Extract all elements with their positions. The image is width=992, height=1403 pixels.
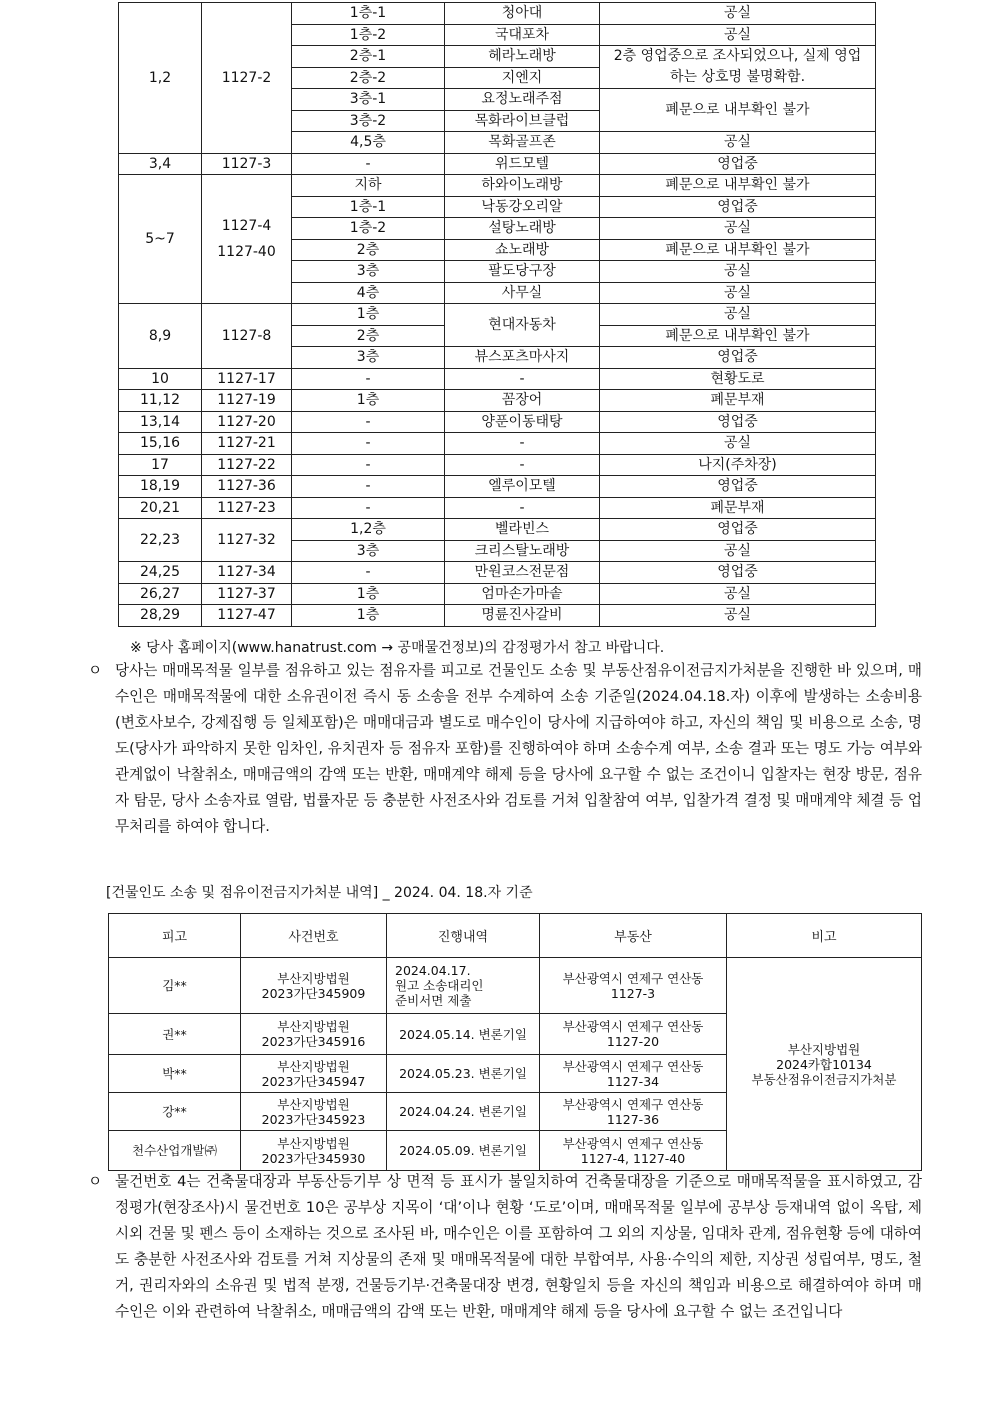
item-number: 26,27	[119, 583, 202, 605]
business-name: 꼼장어	[445, 390, 600, 412]
item-number: 5~7	[119, 175, 202, 304]
item-number: 22,23	[119, 519, 202, 562]
status: 나지(주차장)	[600, 454, 876, 476]
business-name: 청아대	[445, 3, 600, 25]
floor: 1층	[292, 583, 445, 605]
item-number: 28,29	[119, 605, 202, 627]
status: 폐문으로 내부확인 불가	[600, 239, 876, 261]
status: 폐문부재	[600, 390, 876, 412]
floor: 3층-2	[292, 110, 445, 132]
business-name: 요정노래주점	[445, 89, 600, 111]
lot-number: 1127-8	[202, 304, 292, 369]
header-defendant: 피고	[109, 914, 241, 958]
lot-number: 1127-3	[202, 153, 292, 175]
lot-number: 1127-32	[202, 519, 292, 562]
status: 공실	[600, 132, 876, 154]
business-name: 현대자동차	[445, 304, 600, 347]
business-name: 목화골프존	[445, 132, 600, 154]
header-remark: 비고	[727, 914, 922, 958]
business-name: -	[445, 433, 600, 455]
property: 부산광역시 연제구 연산동 1127-34	[540, 1055, 727, 1093]
paragraph-text: 물건번호 4는 건축물대장과 부동산등기부 상 면적 등 표시가 불일치하여 건축물대장을 기준으로 매매목적물을 표시하였고, 감정평가(현장조사)시 물건번호 10은 공부상 지목이 ‘대’이나 현황 ‘도로’이며, 매매목적물 일부에 공부상 등재내역 없이 옥탑, 제시외 건물 및 펜스 등이 소재하는 것으로 조사된 바, 매수인은 이를 포함하여 그 외의 지상물, 임대차 관계, 점유현황 등에 대하여도 충분한 사전조사와 검토를 거쳐 지상물의 존재 및 매매목적물에 대한 부합여부, 사용·수익의 제한, 지상권 성립여부, 명도, 철거, 권리자와의 소유권 및 법적 분쟁, 건물등기부·건축물대장 변경, 현황일치 등을 자신의 책임과 비용으로 해결하여야 하며 매수인은 이와 관련하여 낙찰취소, 매매금액의 감액 또는 반환, 매매계약 해제 등을 당사에 요구할 수 없는 조건입니다	[115, 1173, 922, 1320]
floor: 1층-2	[292, 218, 445, 240]
progress: 2024.05.14. 변론기일	[387, 1014, 540, 1055]
header-property: 부동산	[540, 914, 727, 958]
lot-number: 1127-17	[202, 368, 292, 390]
property-notice-paragraph	[88, 1169, 922, 1325]
case-number: 부산지방법원 2023가단345947	[241, 1055, 387, 1093]
table-caption: [건물인도 소송 및 점유이전금지가처분 내역] _ 2024. 04. 18.자 기준	[106, 885, 533, 901]
progress: 2024.05.09. 변론기일	[387, 1131, 540, 1171]
floor: 지하	[292, 175, 445, 197]
item-number: 20,21	[119, 497, 202, 519]
paragraph-text: 당사는 매매목적물 일부를 점유하고 있는 점유자를 피고로 건물인도 소송 및 부동산점유이전금지가처분을 진행한 바 있으며, 매수인은 매매목적물에 대한 소유권이전 즉시 동 소송을 전부 수계하여 소송 기준일(2024.04.18.자) 이후에 발생하는 소송비용(변호사보수, 강제집행 등 일체포함)은 매매대금과 별도로 매수인이 당사에 지급하여야 하고, 자신의 책임 및 비용으로 소송, 명도(당사가 파악하지 못한 임차인, 유치권자 등 점유자 포함)를 진행하여야 하며 소송수계 여부, 소송 결과 또는 명도 가능 여부와 관계없이 낙찰취소, 매매금액의 감액 또는 반환, 매매계약 해제 등을 당사에 요구할 수 없는 조건이니 입찰자는 현장 방문, 점유자 탐문, 당사 소송자료 열람, 법률자문 등 충분한 사전조사와 검토를 거쳐 입찰참여 여부, 입찰가격 결정 및 매매계약 체결 등 업무처리를 하여야 합니다.	[115, 662, 922, 835]
header-case-number: 사건번호	[241, 914, 387, 958]
defendant: 천수산업개발㈜	[109, 1131, 241, 1171]
floor: 3층-1	[292, 89, 445, 111]
progress: 2024.04.17. 원고 소송대리인 준비서면 제출	[387, 958, 540, 1014]
business-name: 팔도당구장	[445, 261, 600, 283]
floor: 4층	[292, 282, 445, 304]
business-name: 사무실	[445, 282, 600, 304]
floor: 2층-2	[292, 67, 445, 89]
business-name: -	[445, 497, 600, 519]
status: 현황도로	[600, 368, 876, 390]
case-number: 부산지방법원 2023가단345916	[241, 1014, 387, 1055]
item-number: 24,25	[119, 562, 202, 584]
floor: -	[292, 411, 445, 433]
property-status-table	[118, 2, 876, 627]
progress: 2024.05.23. 변론기일	[387, 1055, 540, 1093]
property: 부산광역시 연제구 연산동 1127-4, 1127-40	[540, 1131, 727, 1171]
status: 폐문으로 내부확인 불가	[600, 325, 876, 347]
status: 공실	[600, 433, 876, 455]
litigation-paragraph	[88, 658, 922, 840]
status: 영업중	[600, 476, 876, 498]
lot-number: 1127-34	[202, 562, 292, 584]
defendant: 박**	[109, 1055, 241, 1093]
bullet-marker: ㅇ	[88, 1173, 103, 1190]
business-name: 뷰스포츠마사지	[445, 347, 600, 369]
business-name: 위드모텔	[445, 153, 600, 175]
status: 영업중	[600, 347, 876, 369]
progress: 2024.04.24. 변론기일	[387, 1093, 540, 1131]
lot-number: 1127-47	[202, 605, 292, 627]
lot-number: 1127-22	[202, 454, 292, 476]
status: 영업중	[600, 153, 876, 175]
floor: 1층	[292, 605, 445, 627]
business-name: 헤라노래방	[445, 46, 600, 68]
status: 폐문으로 내부확인 불가	[600, 89, 876, 132]
business-name: 국대포차	[445, 24, 600, 46]
header-progress: 진행내역	[387, 914, 540, 958]
floor: 3층	[292, 540, 445, 562]
floor: -	[292, 476, 445, 498]
status: 공실	[600, 218, 876, 240]
lot-number: 1127-2	[202, 3, 292, 154]
floor: 3층	[292, 347, 445, 369]
item-number: 15,16	[119, 433, 202, 455]
floor: 4,5층	[292, 132, 445, 154]
status: 공실	[600, 282, 876, 304]
business-name: 벨라빈스	[445, 519, 600, 541]
floor: -	[292, 497, 445, 519]
floor: 1층-1	[292, 3, 445, 25]
item-number: 13,14	[119, 411, 202, 433]
business-name: 엄마손가마솥	[445, 583, 600, 605]
lot-number: 1127-21	[202, 433, 292, 455]
lot-number: 1127-19	[202, 390, 292, 412]
floor: -	[292, 454, 445, 476]
status: 영업중	[600, 519, 876, 541]
business-name: 설탕노래방	[445, 218, 600, 240]
property: 부산광역시 연제구 연산동 1127-36	[540, 1093, 727, 1131]
business-name: 크리스탈노래방	[445, 540, 600, 562]
lot-number-line: 1127-40	[217, 244, 276, 260]
status: 공실	[600, 3, 876, 25]
case-number: 부산지방법원 2023가단345923	[241, 1093, 387, 1131]
defendant: 강**	[109, 1093, 241, 1131]
lot-number: 1127-20	[202, 411, 292, 433]
defendant: 김**	[109, 958, 241, 1014]
status: 영업중	[600, 562, 876, 584]
business-name: 하와이노래방	[445, 175, 600, 197]
lot-number-line: 1127-4	[221, 218, 272, 234]
lot-number: 1127-23	[202, 497, 292, 519]
item-number: 17	[119, 454, 202, 476]
floor: -	[292, 368, 445, 390]
litigation-table	[108, 913, 922, 1171]
item-number: 18,19	[119, 476, 202, 498]
property: 부산광역시 연제구 연산동 1127-3	[540, 958, 727, 1014]
business-name: 엘루이모텔	[445, 476, 600, 498]
item-number: 11,12	[119, 390, 202, 412]
business-name: 양푼이동태탕	[445, 411, 600, 433]
floor: -	[292, 153, 445, 175]
floor: 3층	[292, 261, 445, 283]
business-name: -	[445, 368, 600, 390]
status: 공실	[600, 261, 876, 283]
status: 폐문부재	[600, 497, 876, 519]
status: 2층 영업중으로 조사되었으나, 실제 영업하는 상호명 불명확함.	[600, 46, 876, 89]
status: 공실	[600, 540, 876, 562]
item-number: 3,4	[119, 153, 202, 175]
floor: 2층	[292, 325, 445, 347]
bullet-marker: ㅇ	[88, 662, 103, 679]
floor: -	[292, 433, 445, 455]
business-name: 낙동강오리알	[445, 196, 600, 218]
item-number: 8,9	[119, 304, 202, 369]
business-name: 만원코스전문점	[445, 562, 600, 584]
status: 공실	[600, 605, 876, 627]
floor: 1층	[292, 304, 445, 326]
status: 영업중	[600, 411, 876, 433]
status: 공실	[600, 583, 876, 605]
business-name: 쇼노래방	[445, 239, 600, 261]
reference-note: ※ 당사 홈페이지(www.hanatrust.com → 공매물건정보)의 감정평가서 참고 바랍니다.	[130, 640, 665, 656]
status: 공실	[600, 304, 876, 326]
floor: 1층-1	[292, 196, 445, 218]
status: 공실	[600, 24, 876, 46]
property: 부산광역시 연제구 연산동 1127-20	[540, 1014, 727, 1055]
floor: 1층	[292, 390, 445, 412]
business-name: 지엔지	[445, 67, 600, 89]
floor: 1,2층	[292, 519, 445, 541]
item-number: 10	[119, 368, 202, 390]
status: 폐문으로 내부확인 불가	[600, 175, 876, 197]
defendant: 권**	[109, 1014, 241, 1055]
business-name: -	[445, 454, 600, 476]
case-number: 부산지방법원 2023가단345930	[241, 1131, 387, 1171]
business-name: 목화라이브클럽	[445, 110, 600, 132]
lot-number: 1127-36	[202, 476, 292, 498]
item-number: 1,2	[119, 3, 202, 154]
floor: 2층-1	[292, 46, 445, 68]
business-name: 명륜진사갈비	[445, 605, 600, 627]
status: 영업중	[600, 196, 876, 218]
case-number: 부산지방법원 2023가단345909	[241, 958, 387, 1014]
floor: 2층	[292, 239, 445, 261]
lot-number	[202, 175, 292, 304]
floor: 1층-2	[292, 24, 445, 46]
remark: 부산지방법원 2024카합10134 부동산점유이전금지가처분	[727, 958, 922, 1171]
floor: -	[292, 562, 445, 584]
lot-number: 1127-37	[202, 583, 292, 605]
